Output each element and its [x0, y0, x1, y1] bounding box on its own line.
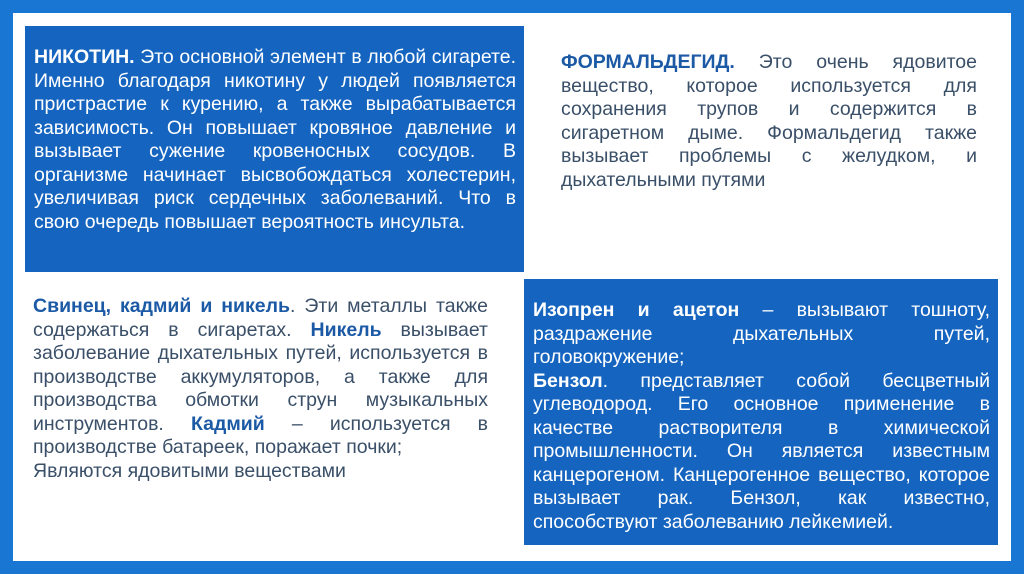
metals-summary: Являются ядовитыми веществами	[33, 459, 346, 482]
isoprene-heading: Изопрен и ацетон	[533, 299, 740, 321]
isoprene-benzene-box	[524, 279, 998, 545]
metals-paragraph	[33, 295, 488, 460]
cadmium-label: Кадмий	[191, 412, 265, 435]
metals-text-3: – используется в производстве батареек, поражает почки;	[33, 412, 488, 458]
benzene-heading: Бензол	[533, 369, 603, 392]
benzene-text: . представляет собой бесцветный углеводород. Его основное применение в качестве растворителя в химической промышленности. Он является известным канцерогеном. Канцерогенное вещество, которое вызывает рак. Бензол, как известно, способствуют заболеванию лейкемией.	[533, 369, 990, 533]
formaldehyde-text: Это очень ядовитое вещество, которое используется для сохранения трупов и содержится в сигаретном дыме. Формальдегид также вызывает проблемы с желудком, и дыхательными путями	[561, 51, 977, 191]
formaldehyde-paragraph	[561, 51, 977, 192]
nicotine-heading: НИКОТИН.	[34, 46, 135, 68]
formaldehyde-box	[561, 51, 977, 231]
benzene-paragraph	[533, 370, 990, 535]
metals-heading: Свинец, кадмий и никель	[33, 295, 291, 317]
nicotine-box	[25, 26, 524, 272]
metals-text-1: . Эти металлы также содержаться в сигаретах.	[33, 295, 488, 341]
nickel-label: Никель	[310, 318, 382, 341]
slide	[13, 13, 1011, 561]
nicotine-text: Это основной элемент в любой сигарете. Именно благодаря никотину у людей появляется пристрастие к курению, а также вырабатывается зависимость. Он повышает кровяное давление и вызывает сужение кровеносных сосудов. В организме начинает высвобождаться холестерин, увеличивая риск сердечных заболеваний. Что в свою очередь повышает вероятность инсульта.	[34, 46, 516, 233]
isoprene-text: – вызывают тошноту, раздражение дыхательных путей, головокружение;	[533, 299, 990, 368]
nicotine-paragraph	[34, 46, 516, 234]
metals-text-2: вызывает заболевание дыхательных путей, используется в производстве аккумуляторов, а также для производства обмотки струн музыкальных инструментов.	[33, 318, 488, 435]
isoprene-paragraph	[533, 299, 990, 370]
formaldehyde-heading: ФОРМАЛЬДЕГИД.	[561, 51, 735, 73]
metals-box	[25, 295, 495, 535]
